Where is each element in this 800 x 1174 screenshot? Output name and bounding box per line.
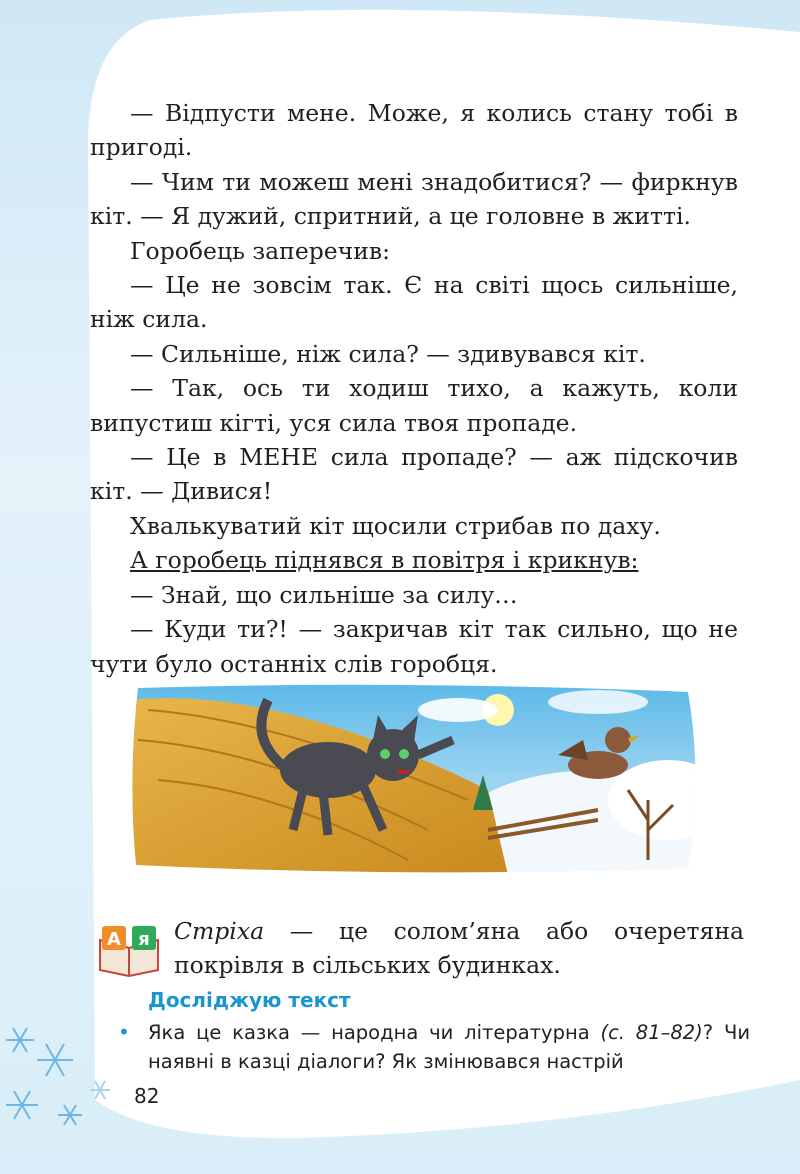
story-paragraph: — Це не зовсім так. Є на світі щось сильніше, ніж сила. [90,271,738,334]
glossary-definition-text: — це солом’яна або очеретяна покрівля в сільських будинках. [174,917,744,979]
question-part: Яка це казка — народна чи літературна [148,1021,601,1044]
story-paragraph: — Відпусти мене. Може, я колись стану тобі в пригоді. [90,99,738,162]
dictionary-book-icon [96,922,162,978]
section-heading: Досліджую текст [148,988,351,1012]
story-paragraph: — Куди ти?! — закричав кіт так сильно, що не чути було останніх слів горобця. [90,615,738,678]
story-paragraph: — Сильніше, ніж сила? — здивувався кіт. [130,339,646,368]
question-item [118,1018,750,1076]
story-paragraph: Горобець заперечив: [130,236,391,265]
story-paragraph: — Чим ти можеш мені знадобитися? — фиркнув кіт. — Я дужий, спритний, а це головне в житті. [90,167,738,231]
cat-and-sparrow-illustration [128,680,700,875]
story-paragraph: — Це в МЕНЕ сила пропаде? — аж підскочив кіт. — Дивися! [90,443,738,506]
dict-letter-ya: я [138,929,150,950]
story-paragraph-underlined [90,543,738,577]
page-reference: (с. 81–82) [600,1021,703,1044]
bullet-icon: • [118,1020,130,1044]
question-text [148,1018,750,1076]
story-text [90,96,738,681]
underlined-sentence: А горобець піднявся в повітря і крикнув: [130,546,639,575]
story-paragraph: — Знай, що сильніше за силу… [130,580,518,609]
dict-letter-a: А [107,929,121,950]
snowflakes-decoration [0,1010,130,1160]
question-part: ? Чи наявні в казці діалоги? Як змінювався настрій [148,1021,750,1073]
glossary-definition [174,914,744,982]
page-number: 82 [134,1084,160,1108]
glossary-term: Стріха [174,917,265,945]
story-paragraph: — Так, ось ти ходиш тихо, а кажуть, коли випустиш кігті, уся сила твоя пропаде. [90,374,738,437]
story-paragraph: Хвалькуватий кіт щосили стрибав по даху. [130,511,661,540]
